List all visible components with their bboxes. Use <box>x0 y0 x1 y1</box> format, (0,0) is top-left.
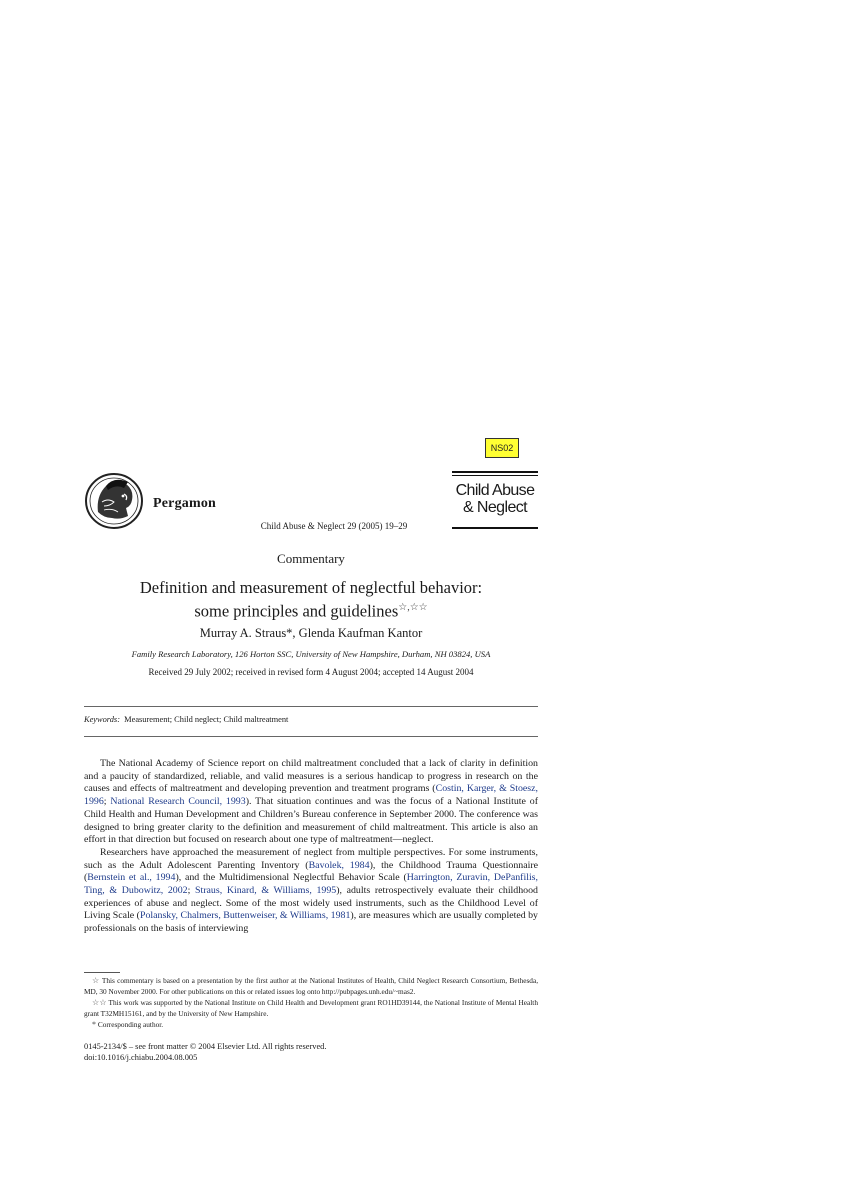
footnote <box>84 998 538 1019</box>
journal-reference: Child Abuse & Neglect 29 (2005) 19–29 <box>260 521 408 531</box>
footnote-text: Corresponding author. <box>97 1020 164 1030</box>
paragraph <box>84 758 538 847</box>
body-text <box>84 758 538 936</box>
text-run: ; <box>103 796 111 808</box>
footnote-rule <box>84 972 120 973</box>
footnote <box>84 976 538 997</box>
footnote-mark: * <box>92 1020 96 1030</box>
keywords-label: Keywords: <box>84 715 120 724</box>
copyright-block <box>84 1041 538 1063</box>
article-affiliation: Family Research Laboratory, 126 Horton SSC, University of New Hampshire, Durham, NH 03824, USA <box>131 649 491 659</box>
citation-link[interactable]: Harrington, Zuravin, DePanfilis, Ting, & Dubowitz, 2002 <box>84 872 538 897</box>
footnote-text: This commentary is based on a presentation by the first author at the National Institutes of Health, Child Neglect Research Consortium, Bethesda, MD, 30 November 2000. For other publications on this or related issues log onto http://pubpages.unh.edu/~mas2. <box>84 976 539 996</box>
citation-link[interactable]: Polansky, Chalmers, Buttenweiser, & Williams, 1981 <box>139 910 351 922</box>
document-tag: NS02 <box>485 438 519 458</box>
article-dates: Received 29 July 2002; received in revised form 4 August 2004; accepted 14 August 2004 <box>148 667 474 677</box>
footnote <box>84 1020 538 1031</box>
keywords <box>84 715 538 724</box>
journal-logo-rule <box>452 471 538 473</box>
footnotes <box>84 976 538 1032</box>
footnote-mark: ☆ <box>92 976 100 985</box>
text-run: ). That situation continues and was the focus of a National Institute of Child Health and Human Development and Children’s Bureau conference in September 2000. The conference was designed to bring greater clarity to the definition and measurement of child maltreatment. This article is also an effort in that direction but focused on research about one type of maltreatment—neglect. <box>84 796 538 846</box>
keywords-rule-bottom <box>84 736 538 737</box>
title-footnote-marks[interactable]: ☆,☆☆ <box>398 602 428 613</box>
text-run: ), adults retrospectively evaluate their childhood experiences of abuse and neglect. Some of the most widely used instruments, such as the Childhood Level of Living Scale ( <box>84 885 538 922</box>
citation-link[interactable]: Bavolek, 1984 <box>308 859 370 871</box>
citation-link[interactable]: Costin, Karger, & Stoesz, 1996 <box>84 783 539 808</box>
text-run: Researchers have approached the measurement of neglect from multiple perspectives. For some instruments, such as the Adult Adolescent Parenting Inventory ( <box>84 846 538 871</box>
pergamon-athena-head-logo <box>84 472 146 530</box>
journal-logo-rule <box>452 527 538 529</box>
text-run: ; <box>187 885 195 897</box>
title-line-text: some principles and guidelines <box>194 601 399 621</box>
citation-link[interactable]: Bernstein et al., 1994 <box>87 872 176 884</box>
title-line <box>84 598 538 622</box>
article-authors: Murray A. Straus*, Glenda Kaufman Kantor <box>199 626 423 640</box>
paragraph <box>84 847 538 936</box>
article-title <box>84 578 538 622</box>
text-run: The National Academy of Science report on child maltreatment concluded that a lack of clarity in definition and a paucity of standardized, reliable, and valid measures is a serious handicap to progress in research on the causes and effects of maltreatment and developing prevention and treatment programs ( <box>84 758 538 795</box>
journal-logo-text: & Neglect <box>463 499 527 516</box>
issn-line: 0145-2134/$ – see front matter © 2004 Elsevier Ltd. All rights reserved. <box>84 1042 327 1051</box>
publisher-name: Pergamon <box>153 496 217 511</box>
citation-link[interactable]: Straus, Kinard, & Williams, 1995 <box>195 885 337 897</box>
citation-link[interactable]: National Research Council, 1993 <box>110 796 246 808</box>
keywords-rule-top <box>84 706 538 707</box>
journal-logo-rule <box>452 475 538 476</box>
journal-logo-text: Child Abuse <box>455 482 535 499</box>
keywords-list: Measurement; Child neglect; Child maltreatment <box>124 715 289 724</box>
text-run: ), and the Multidimensional Neglectful Behavior Scale ( <box>175 872 407 884</box>
text-run: ), are measures which are usually completed by professionals on the basis of interviewing <box>84 910 538 935</box>
footnote-mark: ☆☆ <box>92 998 107 1008</box>
title-line: Definition and measurement of neglectful behavior: <box>139 578 483 597</box>
article-section: Commentary <box>277 551 345 566</box>
text-run: ), the Childhood Trauma Questionnaire ( <box>84 859 538 884</box>
footnote-text: This work was supported by the National Institute on Child Health and Development grant RO1HD39144, the National Institute of Mental Health grant T32MH15161, and by the University of New Hampshire. <box>84 998 538 1018</box>
doi-line[interactable]: doi:10.1016/j.chiabu.2004.08.005 <box>84 1053 198 1062</box>
